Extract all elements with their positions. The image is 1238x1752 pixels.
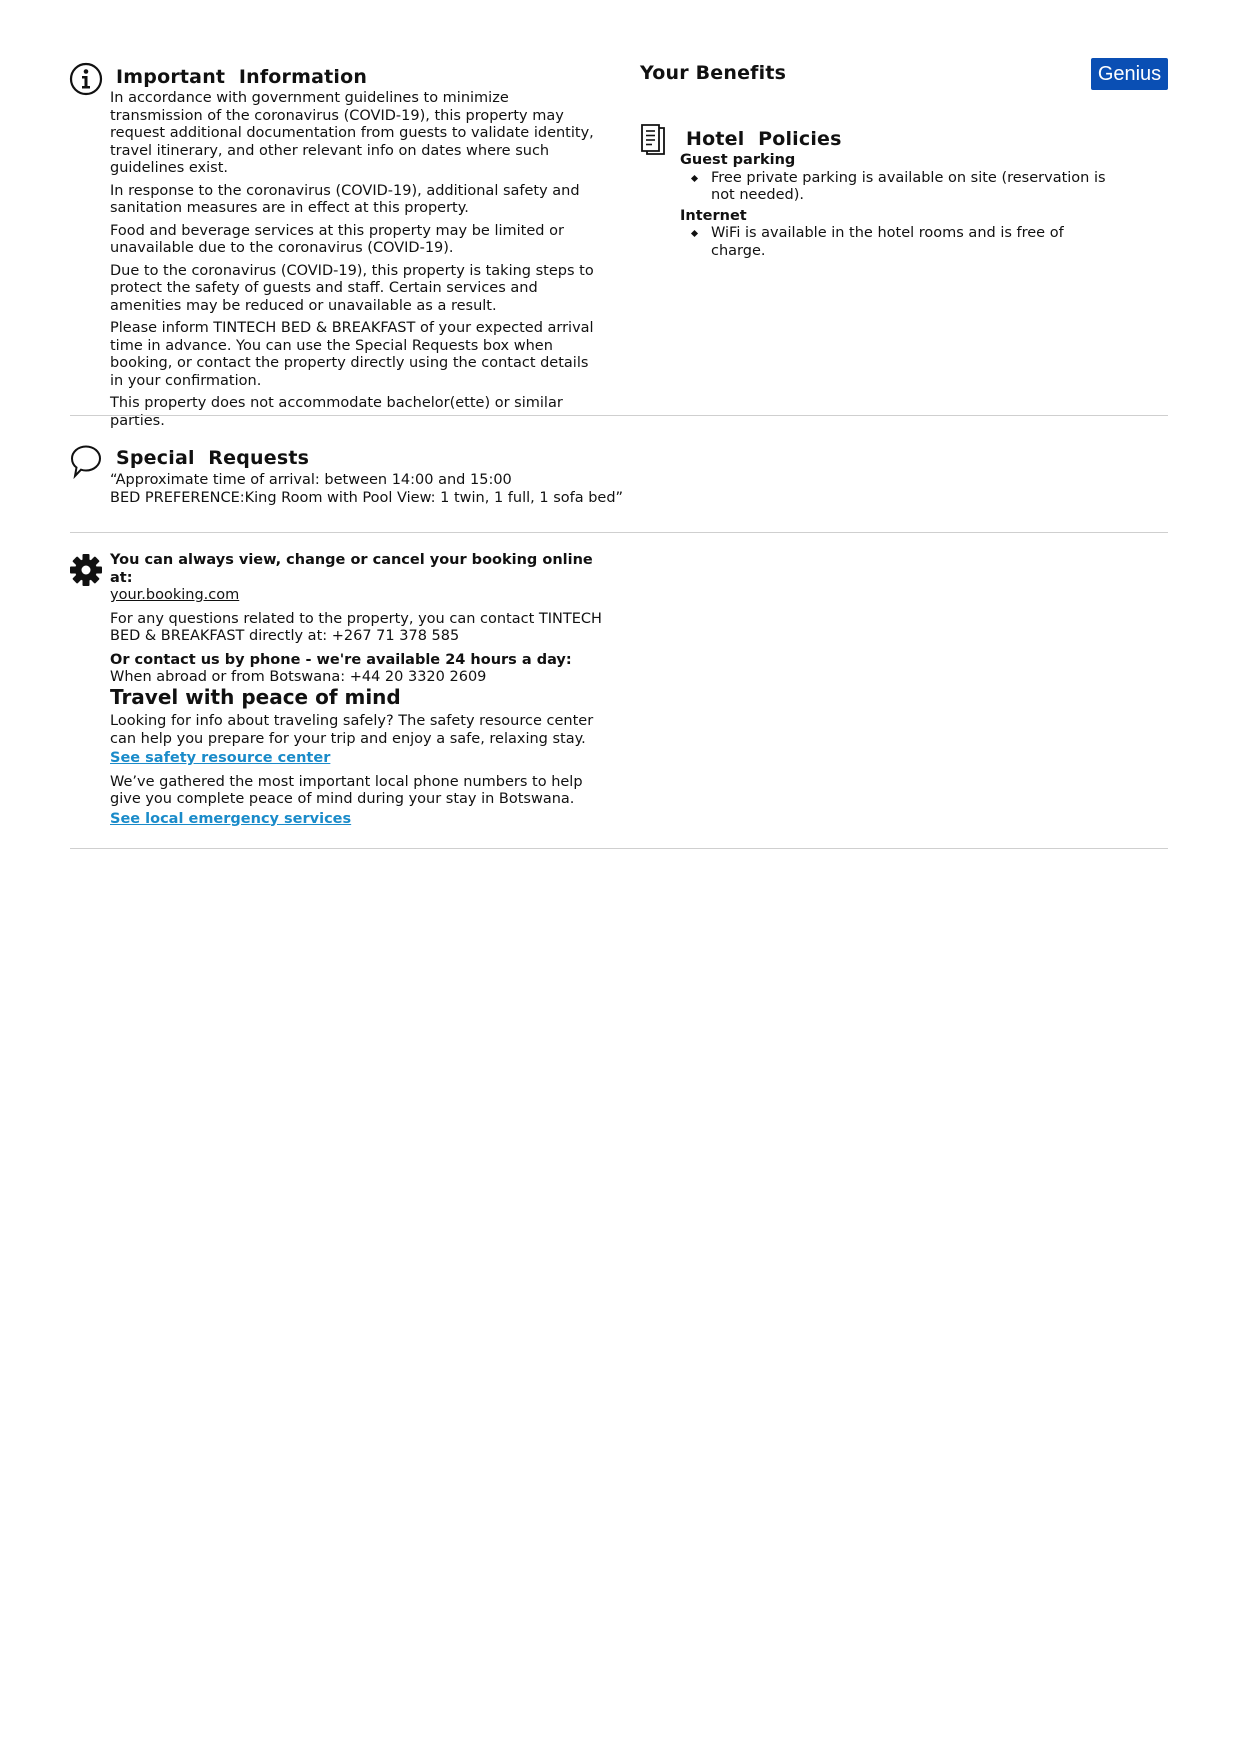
info-icon: [69, 62, 103, 96]
policy-heading: Guest parking: [680, 152, 796, 168]
divider: [70, 415, 1168, 416]
divider: [70, 532, 1168, 533]
important-info-body: [110, 90, 605, 435]
booking-link[interactable]: your.booking.com: [110, 587, 240, 603]
important-paragraph: Please inform TINTECH BED & BREAKFAST of your expected arrival time in advance. You can use the Special Requests box when booking, or contact the property directly using the contact details in your confirmation.: [110, 320, 594, 389]
phone-line: When abroad or from Botswana: +44 20 3320 2609: [110, 669, 487, 685]
safety-center-link[interactable]: See safety resource center: [110, 750, 331, 766]
manage-body: [110, 552, 605, 828]
benefits-title: Your Benefits: [640, 62, 787, 84]
gear-icon: [69, 553, 103, 587]
policy-heading: Internet: [680, 207, 747, 224]
important-paragraph: Food and beverage services at this property may be limited or unavailable due to the coronavirus (COVID-19).: [110, 222, 564, 256]
emergency-services-link[interactable]: See local emergency services: [110, 810, 352, 827]
emergency-text: We’ve gathered the most important local phone numbers to help give you complete peace of mind during your stay in Botswana.: [110, 773, 583, 807]
speech-bubble-icon: [69, 444, 103, 480]
request-line: BED PREFERENCE:King Room with Pool View: 1 twin, 1 full, 1 sofa bed”: [110, 489, 624, 506]
property-contact: For any questions related to the property, you can contact TINTECH BED & BREAKFAST directly at: +267 71 378 585: [110, 610, 602, 644]
policies-title: Hotel Policies: [686, 128, 842, 150]
request-line: “Approximate time of arrival: between 14:00 and 15:00: [110, 472, 512, 488]
important-paragraph: Due to the coronavirus (COVID-19), this property is taking steps to protect the safety of guests and staff. Certain services and amenities may be reduced or unavailable as a result.: [110, 262, 594, 314]
important-paragraph: In accordance with government guidelines to minimize transmission of the coronavirus (COVID-19), this property may request additional documentation from guests to validate identity, travel itinerary, and other relevant info on dates where such guidelines exist.: [110, 90, 594, 176]
manage-online-label: You can always view, change or cancel your booking online at:: [110, 552, 593, 586]
genius-badge: Genius: [1091, 58, 1168, 90]
important-paragraph: In response to the coronavirus (COVID-19), additional safety and sanitation measures are in effect at this property.: [110, 182, 580, 216]
requests-title: Special Requests: [116, 447, 310, 469]
safety-text: Looking for info about traveling safely? The safety resource center can help you prepare for your trip and enjoy a safe, relaxing stay.: [110, 713, 594, 747]
divider: [70, 848, 1168, 849]
requests-body: [110, 472, 670, 507]
policies-body: [680, 152, 1120, 260]
travel-title: Travel with peace of mind: [110, 684, 401, 709]
policy-item: Free private parking is available on site (reservation is not needed).: [680, 170, 1120, 205]
important-info-title: Important Information: [116, 66, 368, 88]
document-icon: [640, 123, 670, 157]
phone-label: Or contact us by phone - we're available 24 hours a day:: [110, 651, 572, 668]
policy-item: WiFi is available in the hotel rooms and is free of charge.: [680, 225, 1120, 260]
important-paragraph: This property does not accommodate bachelor(ette) or similar parties.: [110, 395, 563, 429]
